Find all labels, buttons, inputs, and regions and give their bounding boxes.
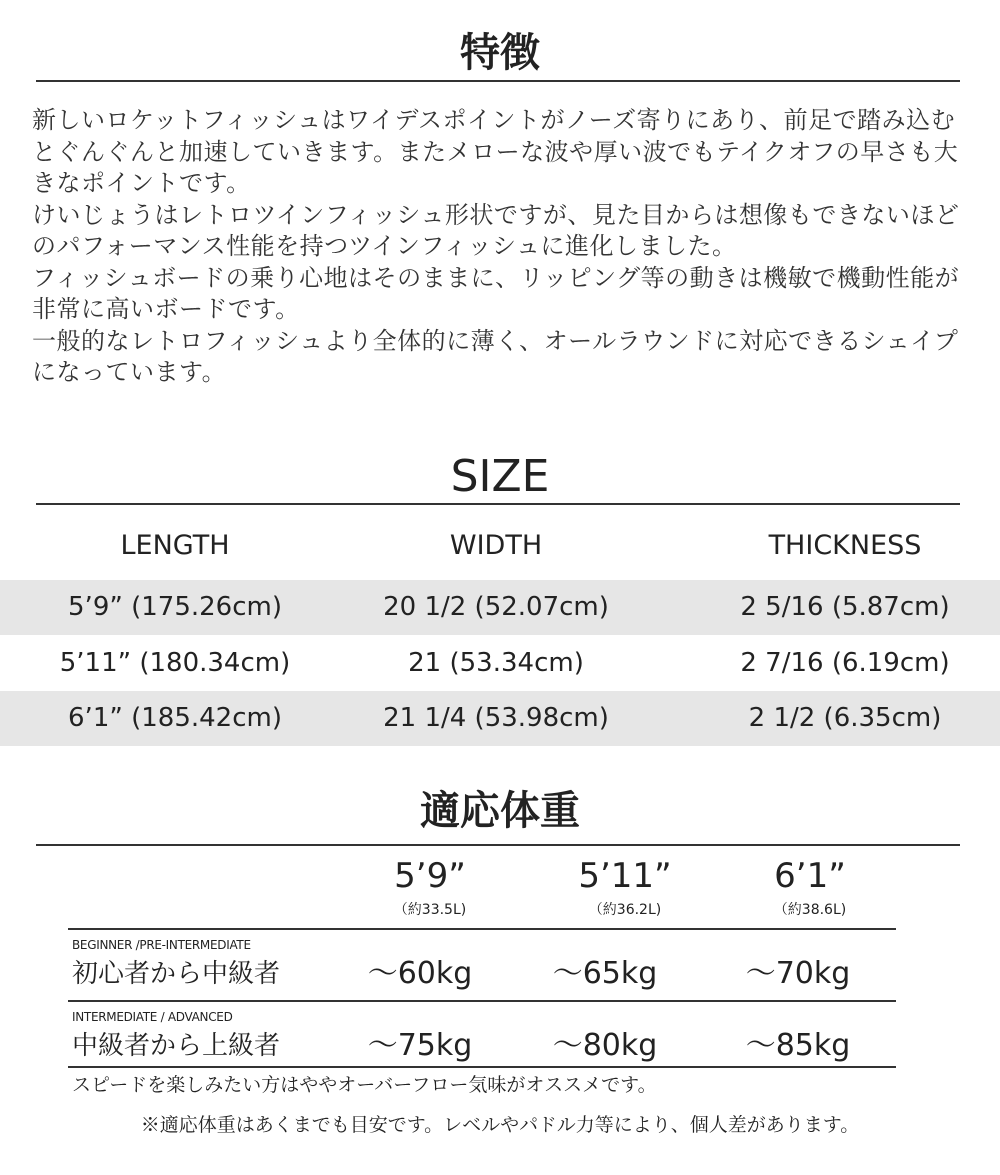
weight-disclaimer: ※適応体重はあくまでも目安です。レベルやパドル力等により、個人差があります。 (140, 1114, 860, 1136)
weight-column-size: 5’11” (578, 856, 672, 896)
weight-table-rule (68, 1000, 896, 1002)
size-header-length: LENGTH (120, 530, 230, 561)
weight-value: ～80kg (552, 1028, 658, 1063)
size-width-cell: 21 1/4 (53.98cm) (383, 703, 609, 733)
weight-table-rule (68, 928, 896, 930)
weight-divider (36, 844, 960, 846)
weight-column-volume: （約33.5L) (393, 902, 467, 918)
features-paragraph: けいじょうはレトロツインフィッシュ形状ですが、見た目からは想像もできないほどのパフォーマンス性能を持つツインフィッシュに進化しました。 (32, 200, 960, 260)
size-width-cell: 20 1/2 (52.07cm) (383, 592, 609, 622)
features-title: 特徴 (460, 30, 540, 76)
size-thickness-cell: 2 5/16 (5.87cm) (740, 592, 950, 622)
size-thickness-cell: 2 7/16 (6.19cm) (740, 648, 950, 678)
size-table-row (0, 691, 1000, 746)
size-title: SIZE (450, 451, 550, 502)
weight-column-volume: （約38.6L) (773, 902, 847, 918)
size-thickness-cell: 2 1/2 (6.35cm) (748, 703, 942, 733)
size-table-row (0, 580, 1000, 635)
level-english-label: BEGINNER /PRE-INTERMEDIATE (72, 938, 251, 952)
weight-value: ～70kg (745, 956, 851, 991)
weight-column-size: 6’1” (774, 856, 846, 896)
level-japanese-label: 中級者から上級者 (72, 1031, 281, 1061)
weight-value: ～65kg (552, 956, 658, 991)
weight-title: 適応体重 (420, 788, 580, 834)
size-divider (36, 503, 960, 505)
features-paragraph: 新しいロケットフィッシュはワイデスポイントがノーズ寄りにあり、前足で踏み込むとぐんぐんと加速していきます。またメローな波や厚い波でもテイクオフの早さも大きなポイントです。 (32, 106, 959, 197)
size-length-cell: 6’1” (185.42cm) (68, 703, 282, 733)
features-divider (36, 80, 960, 82)
size-width-cell: 21 (53.34cm) (408, 648, 584, 678)
weight-value: ～85kg (745, 1028, 851, 1063)
size-table-row (0, 636, 1000, 691)
features-description (32, 105, 972, 389)
weight-value: ～60kg (367, 956, 473, 991)
level-japanese-label: 初心者から中級者 (72, 959, 281, 989)
size-header-width: WIDTH (449, 530, 543, 561)
overflow-recommendation-note: スピードを楽しみたい方はややオーバーフロー気味がオススメです。 (72, 1074, 657, 1096)
level-english-label: INTERMEDIATE / ADVANCED (72, 1010, 233, 1024)
weight-column-volume: （約36.2L) (588, 902, 662, 918)
size-length-cell: 5’9” (175.26cm) (68, 592, 282, 622)
size-header-thickness: THICKNESS (768, 530, 922, 561)
weight-table-rule (68, 1066, 896, 1068)
features-paragraph: フィッシュボードの乗り心地はそのままに、リッピング等の動きは機敏で機動性能が非常に高いボードです。 (32, 263, 960, 323)
weight-column-size: 5’9” (394, 856, 466, 896)
size-length-cell: 5’11” (180.34cm) (59, 648, 291, 678)
features-paragraph: 一般的なレトロフィッシュより全体的に薄く、オールラウンドに対応できるシェイプになっています。 (32, 326, 959, 386)
weight-value: ～75kg (367, 1028, 473, 1063)
